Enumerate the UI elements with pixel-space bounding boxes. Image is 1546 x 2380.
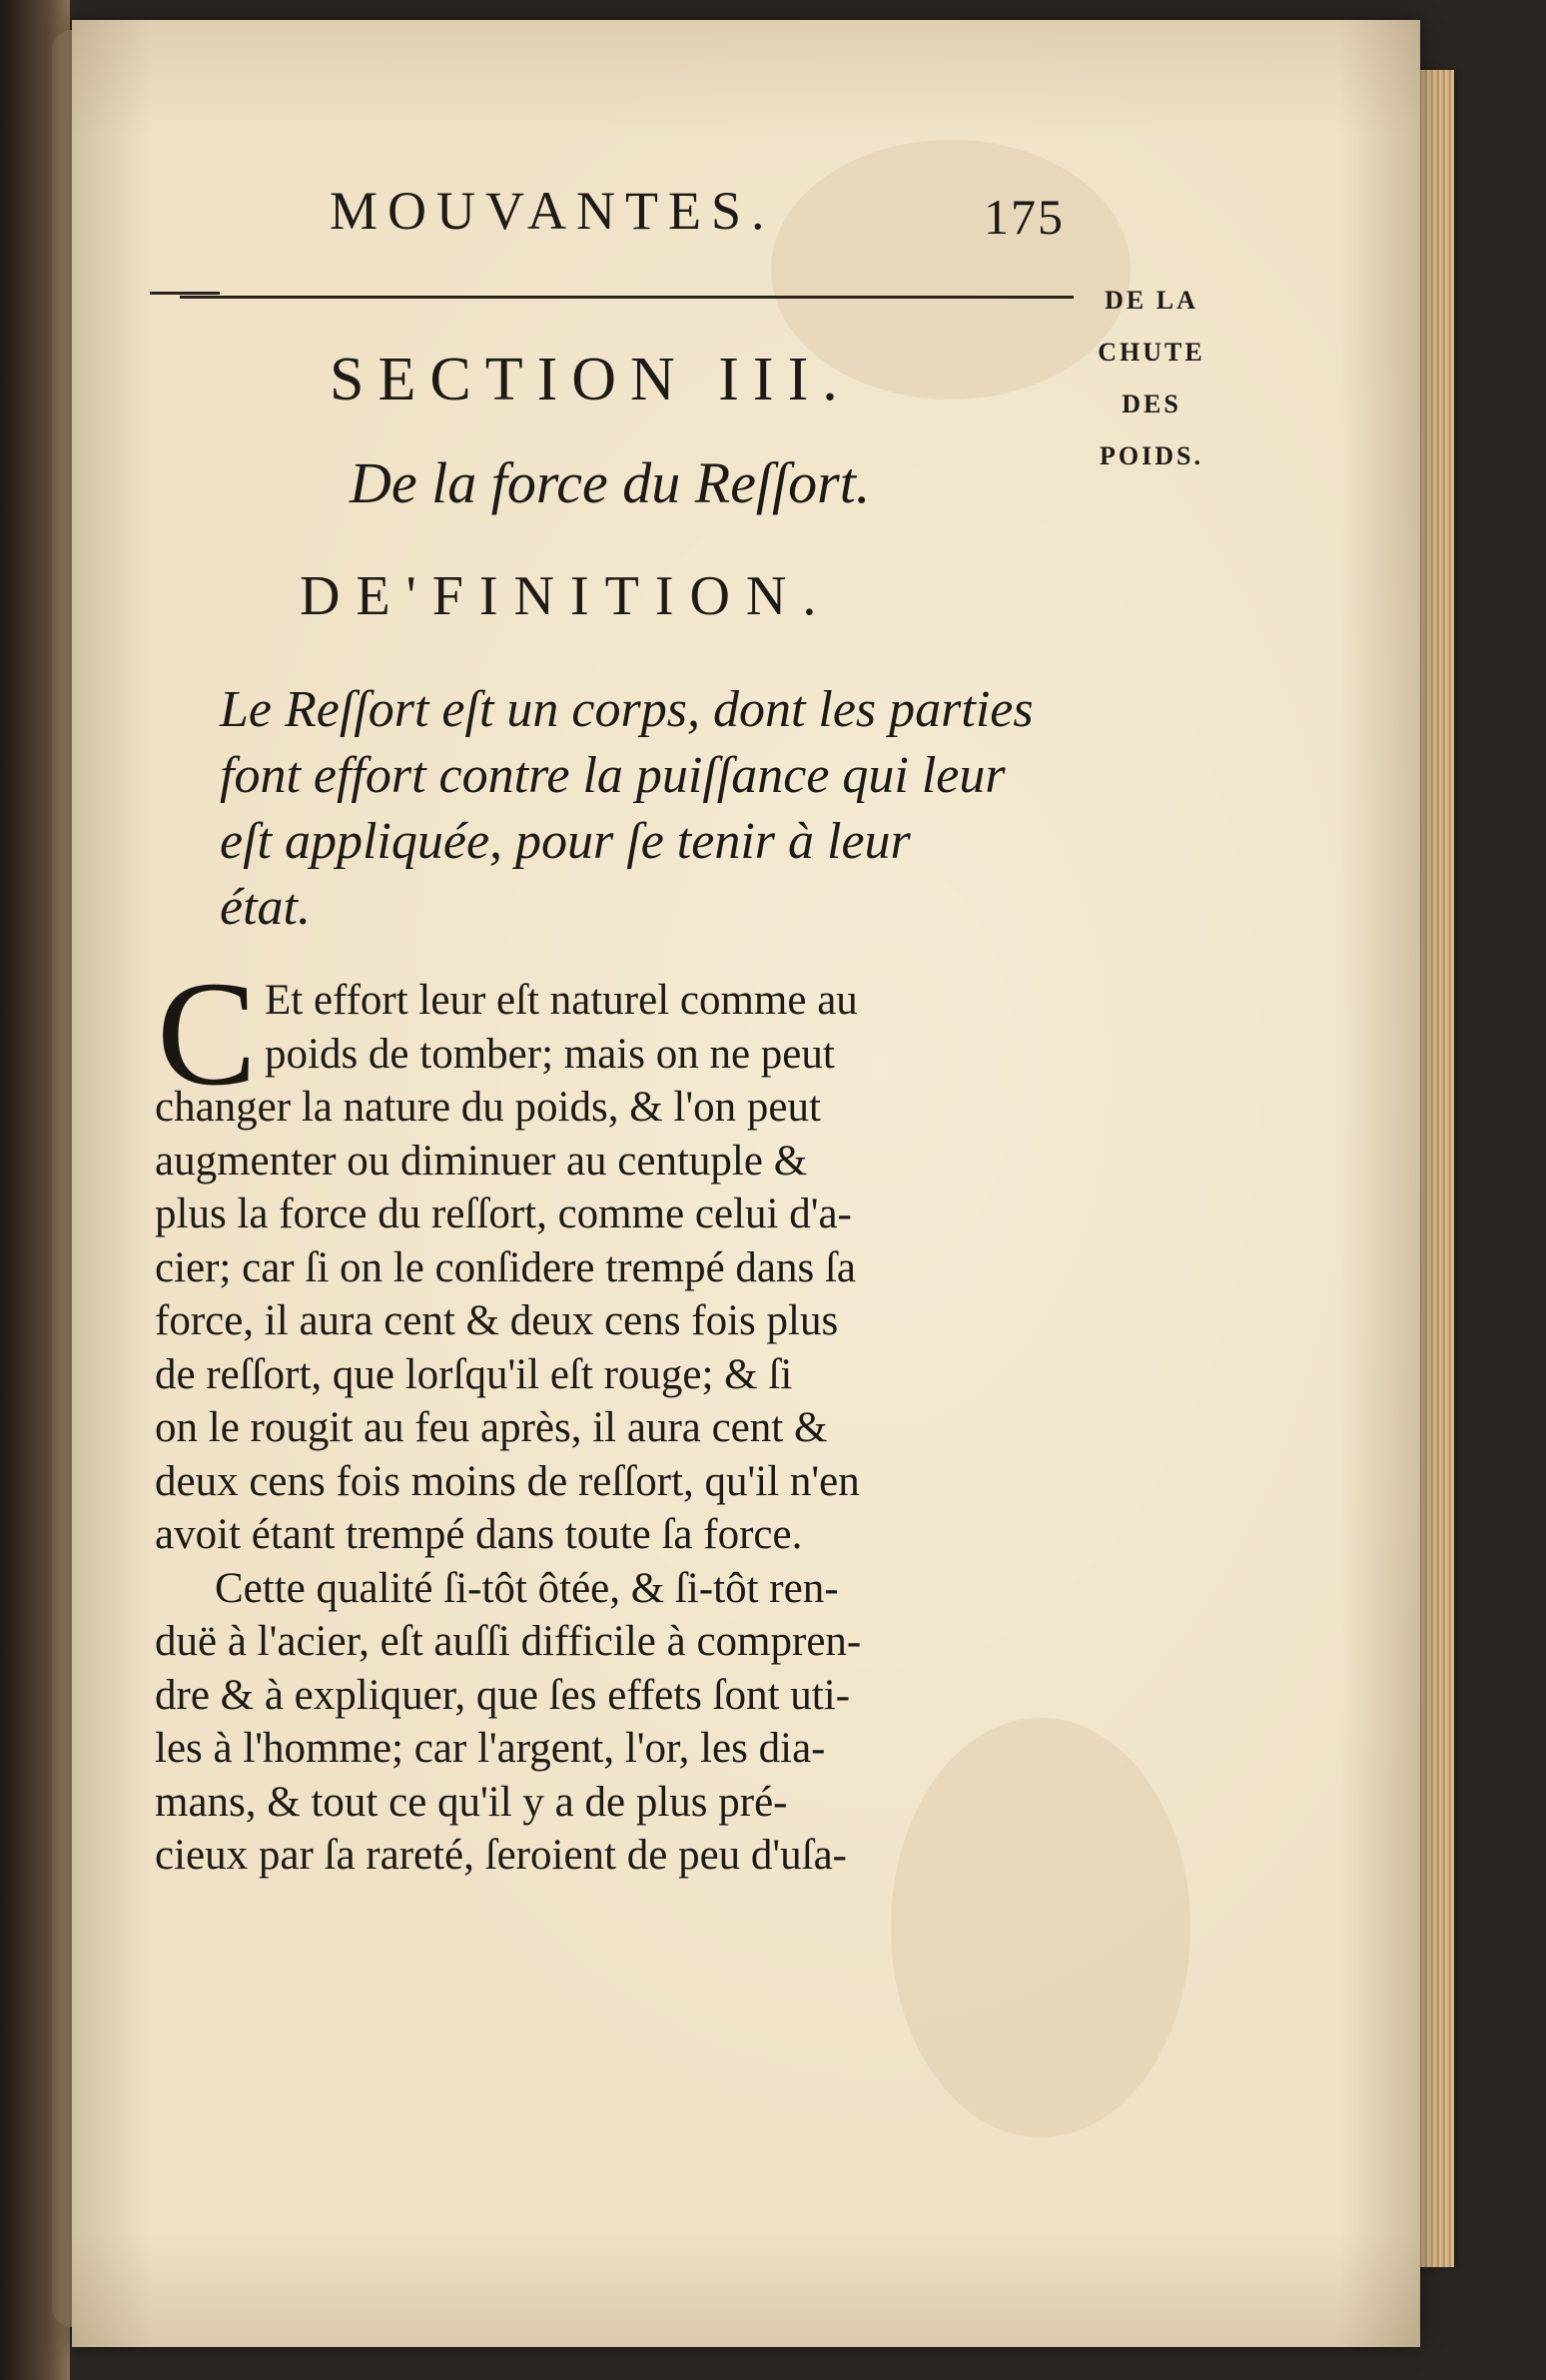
margin-note-line: POIDS. bbox=[1100, 441, 1203, 470]
body-line: changer la nature du poids, & l'on peut bbox=[155, 1084, 821, 1131]
body-line: augmenter ou diminuer au centuple & bbox=[155, 1137, 808, 1185]
body-text bbox=[155, 974, 1074, 1883]
body-line: force, il aura cent & deux cens fois plus bbox=[155, 1297, 839, 1344]
definition-line: état. bbox=[220, 879, 311, 936]
body-line: dre & à expliquer, que ſes effets ſont uti- bbox=[155, 1671, 851, 1719]
definition-line: Le Reſſort eſt un corps, dont les parties bbox=[220, 681, 1034, 738]
definition-text bbox=[220, 677, 1079, 941]
definition-line: font effort contre la puiſſance qui leur bbox=[220, 747, 1006, 804]
body-line: poids de tomber; mais on ne peut bbox=[265, 1030, 835, 1078]
header-rule-left bbox=[150, 292, 220, 295]
page-number: 175 bbox=[984, 189, 1065, 245]
body-line: duë à l'acier, eſt auſſi difficile à compren- bbox=[155, 1618, 862, 1665]
body-line: deux cens fois moins de reſſort, qu'il n'en bbox=[155, 1457, 860, 1505]
header-rule bbox=[180, 296, 1074, 299]
body-line: mans, & tout ce qu'il y a de plus pré- bbox=[155, 1778, 788, 1826]
margin-note-line: DES bbox=[1122, 390, 1181, 418]
body-line: les à l'homme; car l'argent, l'or, les dia- bbox=[155, 1725, 826, 1772]
body-line: cieux par ſa rareté, ſeroient de peu d'uſa- bbox=[155, 1832, 847, 1879]
margin-note bbox=[1087, 275, 1216, 482]
body-line: Cette qualité ſi-tôt ôtée, & ſi-tôt ren- bbox=[215, 1564, 839, 1612]
section-subtitle: De la force du Reſſort. bbox=[350, 450, 871, 515]
definition-heading: DE'FINITION. bbox=[300, 565, 833, 627]
margin-note-line: CHUTE bbox=[1098, 338, 1205, 367]
running-title: MOUVANTES. bbox=[330, 181, 775, 241]
body-line: cier; car ſi on le conſidere trempé dans ſa bbox=[155, 1243, 857, 1291]
drop-cap: C bbox=[157, 951, 258, 1117]
body-line: de reſſort, que lorſqu'il eſt rouge; & ſi bbox=[155, 1350, 793, 1398]
body-line: avoit étant trempé dans toute ſa force. bbox=[155, 1511, 803, 1558]
body-line: on le rougit au feu après, il aura cent & bbox=[155, 1404, 828, 1451]
definition-line: eſt appliquée, pour ſe tenir à leur bbox=[220, 813, 911, 870]
section-heading: SECTION III. bbox=[330, 346, 852, 413]
body-line: Et effort leur eſt naturel comme au bbox=[265, 977, 858, 1024]
body-line: plus la force du reſſort, comme celui d'a- bbox=[155, 1190, 852, 1237]
page-edges bbox=[1418, 70, 1454, 2267]
margin-note-line: DE LA bbox=[1105, 286, 1198, 315]
